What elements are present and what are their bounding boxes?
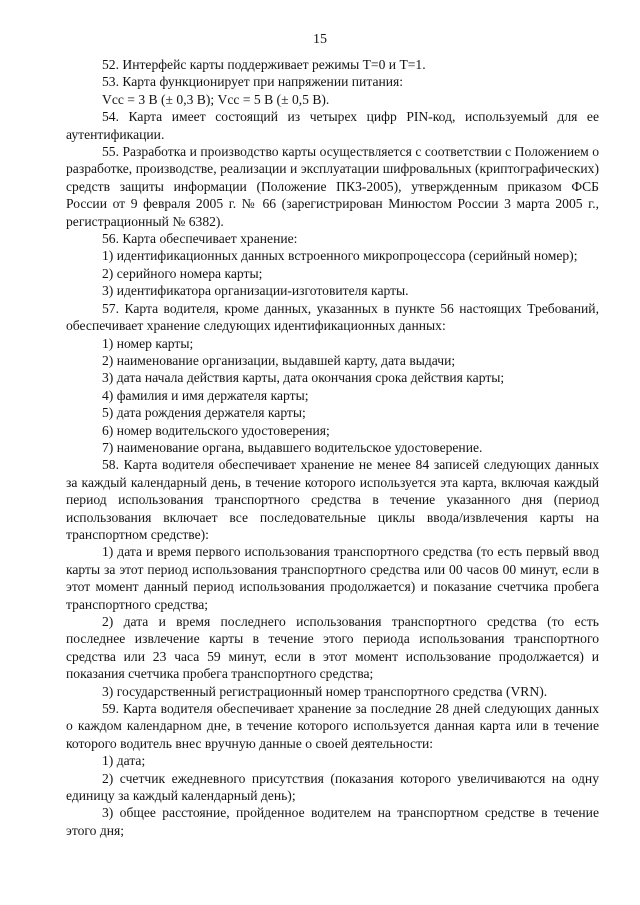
item-52: 52. Интерфейс карты поддерживает режимы T=0 и T=1. (102, 57, 426, 72)
item-57-3: 3) дата начала действия карты, дата окончания срока действия карты; (102, 370, 505, 386)
item-57-2: 2) наименование организации, выдавшей карту, дата выдачи; (102, 352, 456, 368)
item-57-5: 5) дата рождения держателя карты; (102, 405, 306, 421)
item-58-3: 3) государственный регистрационный номер транспортного средства (VRN). (102, 683, 548, 699)
item-57-6: 6) номер водительского удостоверения; (102, 422, 330, 438)
item-53: 53. Карта функционирует при напряжении питания: (102, 74, 404, 90)
item-56-2: 2) серийного номера карты; (102, 265, 263, 281)
page-number: 15 (313, 32, 327, 47)
item-56: 56. Карта обеспечивает хранение: (102, 231, 298, 247)
item-58-1: 1) дата и время первого использования транспортного средства (то есть первый ввод карты за этот период использования транспортного средства или 00 часов 00 минут, если в этот момент данный период использования продолжается) и показание счетчика пробега транспортного средства; (66, 544, 599, 612)
item-59-1: 1) дата; (102, 753, 146, 769)
item-59-2: 2) счетчик ежедневного присутствия (показания которого увеличиваются на одну единицу за каждый календарный день); (66, 770, 599, 804)
item-58: 58. Карта водителя обеспечивает хранение не менее 84 записей следующих данных за каждый календарный день, в течение которого используется эта карта, включая каждый период использования транспортного средства в течение указанного дня (период использования включает все последовательные циклы ввода/извлечения карты на транспортном средстве): (66, 457, 599, 542)
item-56-1: 1) идентификационных данных встроенного микропроцессора (серийный номер); (102, 248, 578, 264)
item-57-4: 4) фамилия и имя держателя карты; (102, 387, 309, 403)
item-55: 55. Разработка и производство карты осуществляется с соответствии с Положением о разработке, производстве, реализации и эксплуатации шифровальных (криптографических) средств защиты информации (Положение ПКЗ-2005), утвержденным приказом ФСБ России от 9 февраля 2005 г. № 66 (зарегистрирован Минюстом России 3 марта 2005 г., регистрационный № 6382). (66, 144, 599, 229)
item-58-2: 2) дата и время последнего использования транспортного средства (то есть последнее извлечение карты в течение этого периода использования транспортного средства или 23 часа 59 минут, если в этот момент использование продолжается) и показания счетчика пробега транспортного средства; (66, 614, 599, 682)
item-59-3: 3) общее расстояние, пройденное водителем на транспортном средстве в течение этого дня; (66, 805, 599, 838)
item-53-voltage: Vcc = 3 В (± 0,3 В); Vcc = 5 В (± 0,5 В). (102, 91, 330, 107)
item-57: 57. Карта водителя, кроме данных, указанных в пункте 56 настоящих Требований, обеспечивает хранение следующих идентификационных данных: (66, 300, 599, 334)
item-57-1: 1) номер карты; (102, 335, 194, 351)
item-54: 54. Карта имеет состоящий из четырех цифр PIN-код, используемый для ее аутентификации. (66, 109, 599, 142)
item-59: 59. Карта водителя обеспечивает хранение за последние 28 дней следующих данных о каждом календарном дне, в течение которого используется данная карта или в течение которого водитель внес вручную данные о своей деятельности: (66, 701, 599, 751)
document-body (66, 56, 599, 839)
item-57-7: 7) наименование органа, выдавшего водительское удостоверение. (102, 439, 483, 455)
item-56-3: 3) идентификатора организации-изготовителя карты. (102, 283, 409, 299)
